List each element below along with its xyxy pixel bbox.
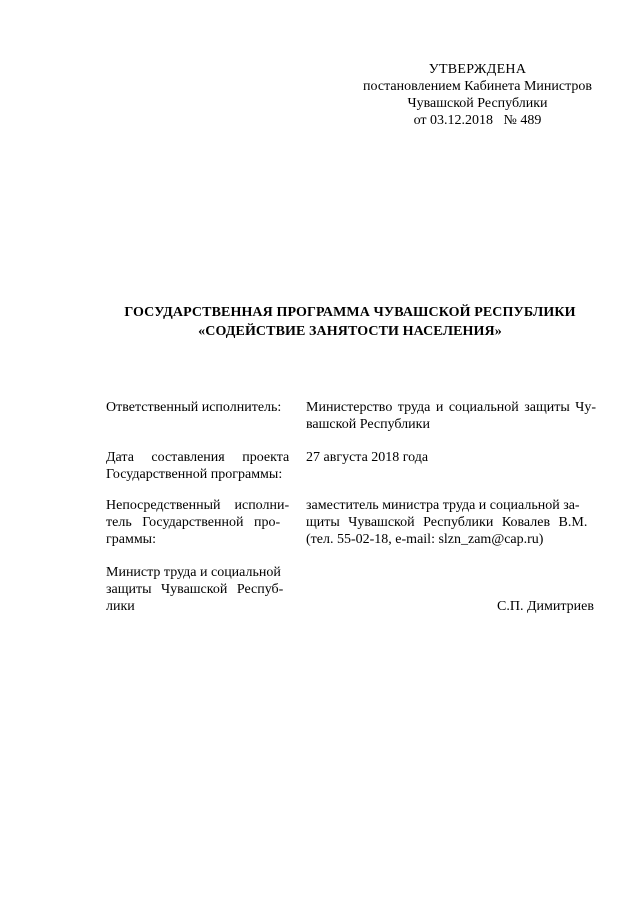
approval-block (355, 61, 600, 129)
direct-executor-value (306, 497, 596, 548)
value-line: 27 августа 2018 года (306, 450, 429, 465)
approval-line-2: Чувашской Республики (407, 96, 548, 111)
document-title (100, 303, 600, 341)
label-line: граммы: (106, 532, 156, 547)
label-line: лики (106, 599, 135, 614)
minister-label (106, 564, 291, 615)
value-line: щиты Чувашской Республики Ковалев В.М. (306, 515, 588, 530)
responsible-executor-label (106, 399, 291, 416)
approval-line-3: от 03.12.2018 № 489 (413, 113, 542, 128)
responsible-executor-value (306, 399, 596, 433)
value-line: (тел. 55-02-18, e-mail: slzn_zam@cap.ru) (306, 532, 544, 547)
label-line: Дата составления проекта (106, 450, 290, 465)
value-line: Министерство труда и социальной защиты Чу- (306, 400, 596, 415)
title-line-1: ГОСУДАРСТВЕННАЯ ПРОГРАММА ЧУВАШСКОЙ РЕСПУБЛИКИ (124, 305, 576, 320)
project-date-value (306, 449, 596, 466)
label-line: Непосредственный исполни- (106, 498, 290, 513)
label-line: тель Государственной про- (106, 515, 281, 530)
label-line: Министр труда и социальной (106, 565, 281, 580)
direct-executor-label (106, 497, 291, 548)
approval-line-1: постановлением Кабинета Министров (363, 79, 592, 94)
approval-heading: УТВЕРЖДЕНА (428, 62, 527, 77)
label-line: Ответственный исполнитель: (106, 400, 282, 415)
value-line: заместитель министра труда и социальной за- (306, 498, 580, 513)
label-line: Государственной программы: (106, 467, 283, 482)
value-line: вашской Республики (306, 417, 430, 432)
title-line-2: «СОДЕЙСТВИЕ ЗАНЯТОСТИ НАСЕЛЕНИЯ» (198, 324, 502, 339)
signature-name: С.П. Димитриев (497, 599, 594, 614)
label-line: защиты Чувашской Респуб- (106, 582, 284, 597)
project-date-label (106, 449, 291, 483)
